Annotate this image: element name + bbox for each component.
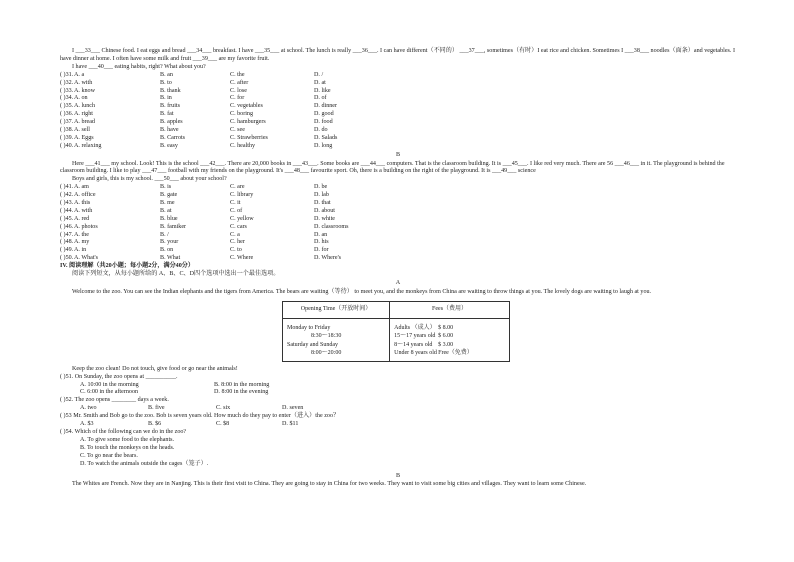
option-d: D. dinner (314, 103, 338, 110)
fee-cost: Free（免费） (438, 350, 473, 357)
question-number: ( )48. (60, 239, 74, 246)
option-b: B. fruits (160, 103, 180, 110)
option-c: C. Strawberries (230, 134, 268, 141)
option-row (60, 88, 736, 96)
fee-list (390, 318, 510, 361)
option-c: C. healthy (230, 142, 256, 149)
opening-times (283, 318, 390, 361)
option-a: A. am (74, 184, 89, 191)
option-a: A. right (74, 111, 93, 118)
question-number: ( )34. (60, 95, 74, 102)
option: A. two (80, 405, 97, 412)
time-line: Monday to Friday (287, 324, 331, 331)
option-row (60, 127, 736, 135)
question-number: ( )35. (60, 103, 74, 110)
option: D. seven (282, 405, 304, 412)
option-row (60, 255, 736, 263)
option-row (60, 232, 736, 240)
options-a (60, 72, 736, 151)
option-row (60, 216, 736, 224)
option-b: B. apples (160, 119, 183, 126)
option-b: B. fat (160, 111, 174, 118)
question-number: ( )31. (60, 71, 74, 78)
time-line: 8:30～18:30 (311, 333, 342, 340)
option-row (60, 208, 736, 216)
option-b: B. on (160, 247, 174, 254)
option-d: D. about (314, 207, 335, 214)
option-c: C. Where (230, 255, 254, 262)
option-b: B. me (160, 200, 175, 207)
option: A. $3 (80, 421, 94, 428)
option-a: A. office (74, 192, 96, 199)
table-head-fees: Fees（费用） (390, 301, 510, 318)
option-d: D. do (314, 126, 328, 133)
option: B. five (148, 405, 165, 412)
option-row (60, 239, 736, 247)
option: C. 6:00 in the afternoon (80, 389, 139, 396)
zoo-info-table (282, 301, 510, 362)
option-c: C. library (230, 192, 254, 199)
option-b: B. What (160, 255, 181, 262)
question-number: ( )49. (60, 247, 74, 254)
q54-options (60, 437, 736, 469)
part4-instruction: 阅读下列短文，从每小题所给的 A、B、C、D四个选项中选出一个最佳选项。 (72, 271, 280, 278)
option-row (60, 247, 736, 255)
option-c: C. boring (230, 111, 254, 118)
question-53: ( )53 Mr. Smith and Bob go to the zoo. Bob is seven years old. How much do they pay to enter（进入）the zoo？ (60, 413, 340, 420)
option-d: D. for (314, 247, 329, 254)
q52-options (60, 405, 736, 413)
option-d: D. good (314, 111, 334, 118)
question-54: ( )54. Which of the following can we do in the zoo? (60, 428, 187, 435)
table-head-time: Opening Time（开放时间） (283, 301, 390, 318)
question-number: ( )33. (60, 87, 74, 94)
option-c: C. lose (230, 87, 247, 94)
option-a: A. red (74, 215, 90, 222)
question-number: ( )32. (60, 79, 74, 86)
option-d: D. be (314, 184, 328, 191)
option-b: B. Carrots (160, 134, 186, 141)
option-a: A. my (74, 239, 90, 246)
option-a: A. know (74, 87, 95, 94)
section-b-label: B (395, 151, 401, 158)
option-c: C. to (230, 247, 242, 254)
time-line: Saturday and Sunday (287, 341, 338, 348)
option: D. To watch the animals outside the cages（笼子）. (80, 460, 209, 467)
option-c: C. vegetables (230, 103, 263, 110)
fee-who: Under 8 years old (394, 350, 437, 357)
option-row (60, 80, 736, 88)
fee-who: Adults （成人） (394, 324, 436, 331)
question-number: ( )45. (60, 215, 74, 222)
passage-b-end: Boys and girls, this is my school. ___50___ about your school? (72, 176, 227, 183)
option-c: C. after (230, 79, 249, 86)
option-d: D. of (314, 95, 327, 102)
option-row (60, 143, 736, 151)
option-b: B. gate (160, 192, 178, 199)
option-c: C. a (230, 231, 240, 238)
option-row (60, 119, 736, 127)
question-number: ( )39. (60, 134, 74, 141)
option-b: B. easy (160, 142, 178, 149)
part4-heading: IV. 阅读理解（共20小题；每小题2分，满分40分） (60, 263, 194, 270)
passage-a-end: I have ___40___ eating habits, right? What about you? (72, 63, 206, 70)
option-a: A. sell (74, 126, 90, 133)
option-c: C. yellow (230, 215, 254, 222)
option: D. 8:00 in the evening (214, 389, 269, 396)
exam-page (60, 48, 736, 489)
question-number: ( )40. (60, 142, 74, 149)
option-a: A. bread (74, 119, 95, 126)
option-a: A. lunch (74, 103, 95, 110)
passage-a-text: I ___33___ Chinese food. I eat eggs and bread ___34___ breakfast. I have ___35___ at school. The lunch is really ___36___. I can have different（不同的） ___37___, sometimes（有时）I eat rice and chicken. Sometimes I ___38___ noodles（面条）and vegetables. I have dinner at home. I often have some milk and fruit ___39___ are my favorite fruit. (60, 48, 735, 62)
option-b: B. in (160, 95, 172, 102)
option-c: C. for (230, 95, 245, 102)
option-b: B. an (160, 71, 173, 78)
option: A. 10:00 in the morning (80, 381, 139, 388)
question-number: ( )41. (60, 184, 74, 191)
option-row (60, 184, 736, 192)
option-b: B. thank (160, 87, 181, 94)
question-number: ( )46. (60, 223, 74, 230)
option-d: D. white (314, 215, 335, 222)
section-a-label: A (395, 279, 401, 286)
option-a: A. on (74, 95, 88, 102)
question-number: ( )47. (60, 231, 74, 238)
option-c: C. are (230, 184, 245, 191)
fee-cost: $ 6.00 (438, 333, 454, 340)
option-a: A. in (74, 247, 87, 254)
section-b2-label: B (395, 472, 401, 479)
q51-options-row1 (60, 382, 736, 390)
option-c: C. cars (230, 223, 247, 230)
zoo-text: Welcome to the zoo. You can see the Indian elephants and the tigers from America. The bears are waiting（等待） to meet you, and the monkeys from China are waiting to throw things at you. The lovely dogs are waiting to laugh at you. (72, 288, 652, 295)
option-b: B. blue (160, 215, 178, 222)
option-d: D. that (314, 200, 331, 207)
q53-options (60, 421, 736, 429)
option-d: D. an (314, 231, 328, 238)
option: A. To give some food to the elephants. (80, 436, 175, 443)
option-a: A. photos (74, 223, 98, 230)
question-52: ( )52. The zoo opens ________ days a week. (60, 397, 169, 404)
option-row (60, 111, 736, 119)
option-a: A. a (74, 71, 85, 78)
time-line: 8:00～20:00 (311, 350, 342, 357)
option-a: A. with (74, 79, 93, 86)
whites-text: The Whites are French. Now they are in Nanjing. This is their first visit to China. They are going to stay in China for two weeks. They want to visit some big cities and villages. They want to learn some Chinese. (72, 481, 587, 488)
option-d: D. like (314, 87, 331, 94)
option-b: B. famiker (160, 223, 187, 230)
option: C. $8 (216, 421, 230, 428)
option-d: D. long (314, 142, 333, 149)
option-d: D. lab (314, 192, 329, 199)
fee-who: 8～14 years old (394, 341, 433, 348)
option-a: A. Eggs (74, 134, 94, 141)
option-d: D. Salads (314, 134, 338, 141)
option-d: D. / (314, 71, 324, 78)
zoo-note: Keep the zoo clean! Do not touch, give food or go near the animals! (72, 365, 238, 372)
option-c: C. hamburgers (230, 119, 266, 126)
option-d: D. food (314, 119, 333, 126)
option-a: A. What's (74, 255, 99, 262)
question-number: ( )44. (60, 207, 74, 214)
question-number: ( )42. (60, 192, 74, 199)
option-row (60, 224, 736, 232)
question-number: ( )38. (60, 126, 74, 133)
fee-cost: $ 8.00 (438, 324, 454, 331)
option-b: B. at (160, 207, 172, 214)
option-c: C. her (230, 239, 245, 246)
option: B. To touch the monkeys on the heads. (80, 444, 175, 451)
option: C. To go near the bears. (80, 452, 138, 459)
option-b: B. to (160, 79, 172, 86)
option-row (60, 200, 736, 208)
fee-cost: $ 3.00 (438, 341, 454, 348)
option-row (60, 135, 736, 143)
option-d: D. at (314, 79, 326, 86)
option-c: C. of (230, 207, 243, 214)
option-row (60, 192, 736, 200)
option-row (60, 72, 736, 80)
question-number: ( )43. (60, 200, 74, 207)
option-a: A. with (74, 207, 93, 214)
question-51: ( )51. On Sunday, the zoo opens at __________. (60, 373, 178, 380)
options-b (60, 184, 736, 263)
option-a: A. the (74, 231, 89, 238)
fee-who: 15～17 years old (394, 333, 436, 340)
option-b: B. is (160, 184, 172, 191)
option: C. six (216, 405, 231, 412)
option-d: D. his (314, 239, 329, 246)
question-number: ( )50. (60, 255, 74, 262)
option-b: B. your (160, 239, 179, 246)
question-number: ( )36. (60, 111, 74, 118)
option-c: C. the (230, 71, 245, 78)
option-d: D. classrooms (314, 223, 349, 230)
option-b: B. / (160, 231, 169, 238)
option-d: D. Where's (314, 255, 342, 262)
option-b: B. have (160, 126, 179, 133)
option: D. $11 (282, 421, 299, 428)
passage-b-text: Here ___41___ my school. Look! This is the school ___42___. There are 20,000 books in ___43___. Some books are ___44___ computers. That is the classroom building. It is ___45___. I like red very much. There are 56 ___46___ in it. The playground is behind the classroom building. I like to play ___47___ football with my friends on the playground. It's ___48___ favourite sport. Oh, there is a building on the right of the playground. It is ___49___ science (60, 160, 725, 175)
option-a: A. relaxing (74, 142, 102, 149)
option: B. $6 (148, 421, 162, 428)
option-a: A. this (74, 200, 91, 207)
question-number: ( )37. (60, 119, 74, 126)
option-c: C. see (230, 126, 245, 133)
option: B. 8:00 in the morning (214, 381, 270, 388)
option-c: C. it (230, 200, 241, 207)
option-row (60, 103, 736, 111)
